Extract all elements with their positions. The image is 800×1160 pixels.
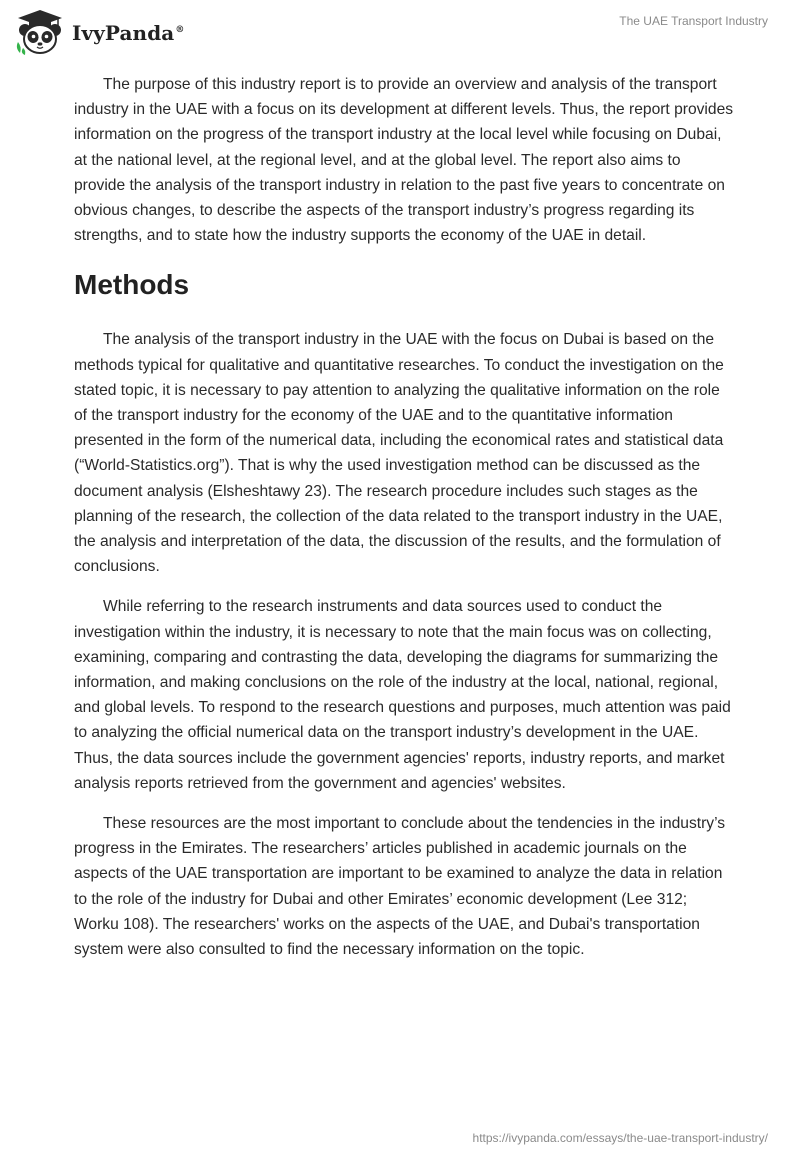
- intro-paragraph: The purpose of this industry report is to provide an overview and analysis of the transport industry in the UAE with a focus on its development at different levels. Thus, the report provides information on the progress of the transport industry at the local level while focusing on Dubai, at the national level, at the regional level, and at the global level. The report also aims to provide the analysis of the transport industry in relation to the past five years to concentrate on obvious changes, to describe the aspects of the transport industry’s progress regarding its strengths, and to state how the industry supports the economy of the UAE in detail.: [74, 76, 734, 245]
- panda-graduate-icon: [14, 8, 66, 56]
- methods-paragraph-2: While referring to the research instruments and data sources used to conduct the investigation within the industry, it is necessary to note that the main focus was on collecting, examining, comparing and contrasting the data, developing the diagrams for summarizing the information, and making conclusions on the role of the industry at the local, national, regional, and global levels. To respond to the research questions and purposes, much attention was paid to analyzing the official numerical data on the transport industry’s development in the UAE. Thus, the data sources include the government agencies' reports, industry reports, and market analysis reports retrieved from the government and agencies' websites.: [74, 598, 731, 792]
- document-title: The UAE Transport Industry: [619, 14, 768, 28]
- methods-paragraph-1: The analysis of the transport industry in the UAE with the focus on Dubai is based on the methods typical for qualitative and quantitative researches. To conduct the investigation on the stated topic, it is necessary to pay attention to analyzing the qualitative information on the role of the transport industry for the economy of the UAE and to the quantitative information presented in the form of the numerical data, including the economical rates and statistical data (“World-Statistics.org”). That is why the used investigation method can be discussed as the document analysis (Elsheshtawy 23). The research procedure includes such stages as the planning of the research, the collection of the data related to the transport industry in the UAE, the analysis and interpretation of the data, the discussion of the results, and the formulation of conclusions.: [74, 331, 724, 576]
- article-body: [74, 72, 734, 977]
- registered-mark: ®: [175, 25, 185, 36]
- brand-logo[interactable]: [14, 8, 184, 56]
- source-url[interactable]: https://ivypanda.com/essays/the-uae-transport-industry/: [472, 1131, 768, 1145]
- page-header: [0, 0, 800, 62]
- methods-heading: Methods: [74, 269, 190, 301]
- methods-paragraph-3: These resources are the most important to conclude about the tendencies in the industry’s progress in the Emirates. The researchers’ articles published in academic journals on the aspects of the UAE transportation are important to be examined to analyze the data in relation to the role of the industry for Dubai and other Emirates’ economic development (Lee 312; Worku 108). The researchers' works on the aspects of the UAE, and Dubai's transportation system were also consulted to find the necessary information on the topic.: [74, 815, 726, 959]
- brand-name: IvyPanda®: [72, 21, 185, 45]
